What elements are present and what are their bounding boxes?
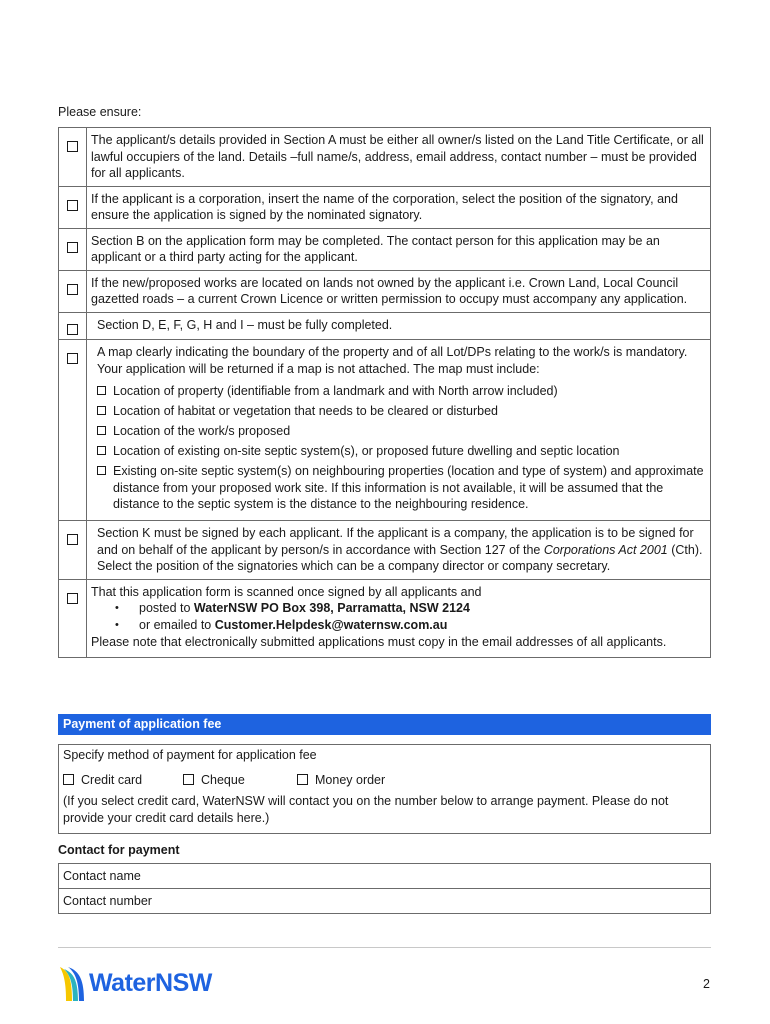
checklist-item-map: A map clearly indicating the boundary of the property and of all Lot/DPs relating to the work/s is mandatory. Your application will be returned if a map is not attached. The map must include: bbox=[97, 345, 688, 376]
contact-number-field[interactable]: Contact number bbox=[59, 889, 711, 914]
payment-method-box bbox=[58, 744, 711, 834]
checklist-row bbox=[59, 579, 711, 658]
list-item: Location of the work/s proposed bbox=[97, 423, 706, 440]
checklist-item-section-b: Section B on the application form may be completed. The contact person for this application may be an applicant or a third party acting for the applicant. bbox=[87, 228, 711, 270]
checkbox-map-works[interactable] bbox=[97, 426, 106, 435]
checkbox-map-habitat[interactable] bbox=[97, 406, 106, 415]
checklist-item-crown-land: If the new/proposed works are located on lands not owned by the applicant i.e. Crown Land, Local Council gazetted roads – a current Crown Licence or written permission to occupy must accompany any application. bbox=[87, 270, 711, 312]
checklist-item-sections-d-i: Section D, E, F, G, H and I – must be fully completed. bbox=[97, 317, 393, 332]
checkbox-section-b[interactable] bbox=[67, 242, 78, 253]
payment-option-money-order[interactable]: Money order bbox=[297, 772, 385, 789]
list-item: Location of property (identifiable from a landmark and with North arrow included) bbox=[97, 383, 706, 400]
contact-name-field[interactable]: Contact name bbox=[59, 864, 711, 889]
waternsw-logo-icon bbox=[58, 963, 88, 1003]
payment-prompt: Specify method of payment for application fee bbox=[63, 748, 317, 762]
payment-note: (If you select credit card, WaterNSW will contact you on the number below to arrange payment. Please do not provide your credit card details here.) bbox=[63, 794, 669, 825]
checklist-row bbox=[59, 128, 711, 187]
list-item: • posted to WaterNSW PO Box 398, Parramatta, NSW 2124 bbox=[115, 601, 470, 615]
checkbox-section-k[interactable] bbox=[67, 534, 78, 545]
electronic-submission-note: Please note that electronically submitted applications must copy in the email addresses of all applicants. bbox=[91, 635, 667, 649]
table-row bbox=[59, 889, 711, 914]
checkbox-map-septic[interactable] bbox=[97, 446, 106, 455]
checklist-row bbox=[59, 340, 711, 521]
list-item: Location of habitat or vegetation that needs to be cleared or disturbed bbox=[97, 403, 706, 420]
map-requirements-list bbox=[91, 383, 706, 513]
postal-address: WaterNSW PO Box 398, Parramatta, NSW 2124 bbox=[193, 601, 470, 615]
payment-section-header: Payment of application fee bbox=[58, 714, 711, 735]
payment-option-cheque[interactable]: Cheque bbox=[183, 772, 297, 789]
payment-options bbox=[63, 772, 706, 789]
checkbox-cheque[interactable] bbox=[183, 774, 194, 785]
payment-option-credit-card[interactable]: Credit card bbox=[63, 772, 183, 789]
contact-heading: Contact for payment bbox=[58, 843, 180, 857]
checkbox-map-neighbour-septic[interactable] bbox=[97, 466, 106, 475]
checkbox-sections-d-i[interactable] bbox=[67, 324, 78, 335]
submission-methods-list bbox=[91, 600, 706, 633]
list-item: Location of existing on-site septic system(s), or proposed future dwelling and septic location bbox=[97, 443, 706, 460]
checkbox-owner-details[interactable] bbox=[67, 141, 78, 152]
footer-divider bbox=[58, 947, 711, 948]
intro-text: Please ensure: bbox=[58, 105, 142, 119]
checklist-item-owner-details: The applicant/s details provided in Section A must be either all owner/s listed on the Land Title Certificate, or all lawful occupiers of the land. Details –full name/s, address, email address, contact number – must be provided for all applicants. bbox=[87, 128, 711, 187]
list-item: • or emailed to Customer.Helpdesk@waternsw.com.au bbox=[115, 617, 448, 632]
waternsw-logo bbox=[58, 963, 212, 1003]
checklist-item-section-k: Section K must be signed by each applicant. If the applicant is a company, the application is to be signed for and on behalf of the applicant by person/s in accordance with Section 127 of the Corporations Act 2001 (Cth). Select the position of the signatories which can be a company director or company secretary. bbox=[97, 526, 703, 573]
checkbox-scan-submit[interactable] bbox=[67, 593, 78, 604]
checkbox-crown-land[interactable] bbox=[67, 284, 78, 295]
page-number: 2 bbox=[703, 977, 710, 991]
table-row bbox=[59, 864, 711, 889]
checkbox-map[interactable] bbox=[67, 353, 78, 364]
checklist-table bbox=[58, 127, 711, 658]
checklist-row bbox=[59, 312, 711, 340]
checklist-item-scan-submit: That this application form is scanned once signed by all applicants and bbox=[91, 584, 482, 599]
checkbox-corporation[interactable] bbox=[67, 200, 78, 211]
contact-table bbox=[58, 863, 711, 914]
checklist-item-corporation: If the applicant is a corporation, insert the name of the corporation, select the position of the signatory, and ensure the application is signed by the nominated signatory. bbox=[87, 186, 711, 228]
checkbox-map-property[interactable] bbox=[97, 386, 106, 395]
checkbox-credit-card[interactable] bbox=[63, 774, 74, 785]
logo-text: WaterNSW bbox=[89, 969, 212, 997]
email-address[interactable]: Customer.Helpdesk@waternsw.com.au bbox=[214, 617, 448, 632]
checkbox-money-order[interactable] bbox=[297, 774, 308, 785]
checklist-row bbox=[59, 521, 711, 580]
checklist-row bbox=[59, 270, 711, 312]
checklist-row bbox=[59, 186, 711, 228]
checklist-row bbox=[59, 228, 711, 270]
list-item: Existing on-site septic system(s) on neighbouring properties (location and type of system) and approximate distance from your proposed work site. If this information is not available, it will be assumed that the distance to the septic system is the distance to the neighbouring residence. bbox=[97, 463, 706, 513]
